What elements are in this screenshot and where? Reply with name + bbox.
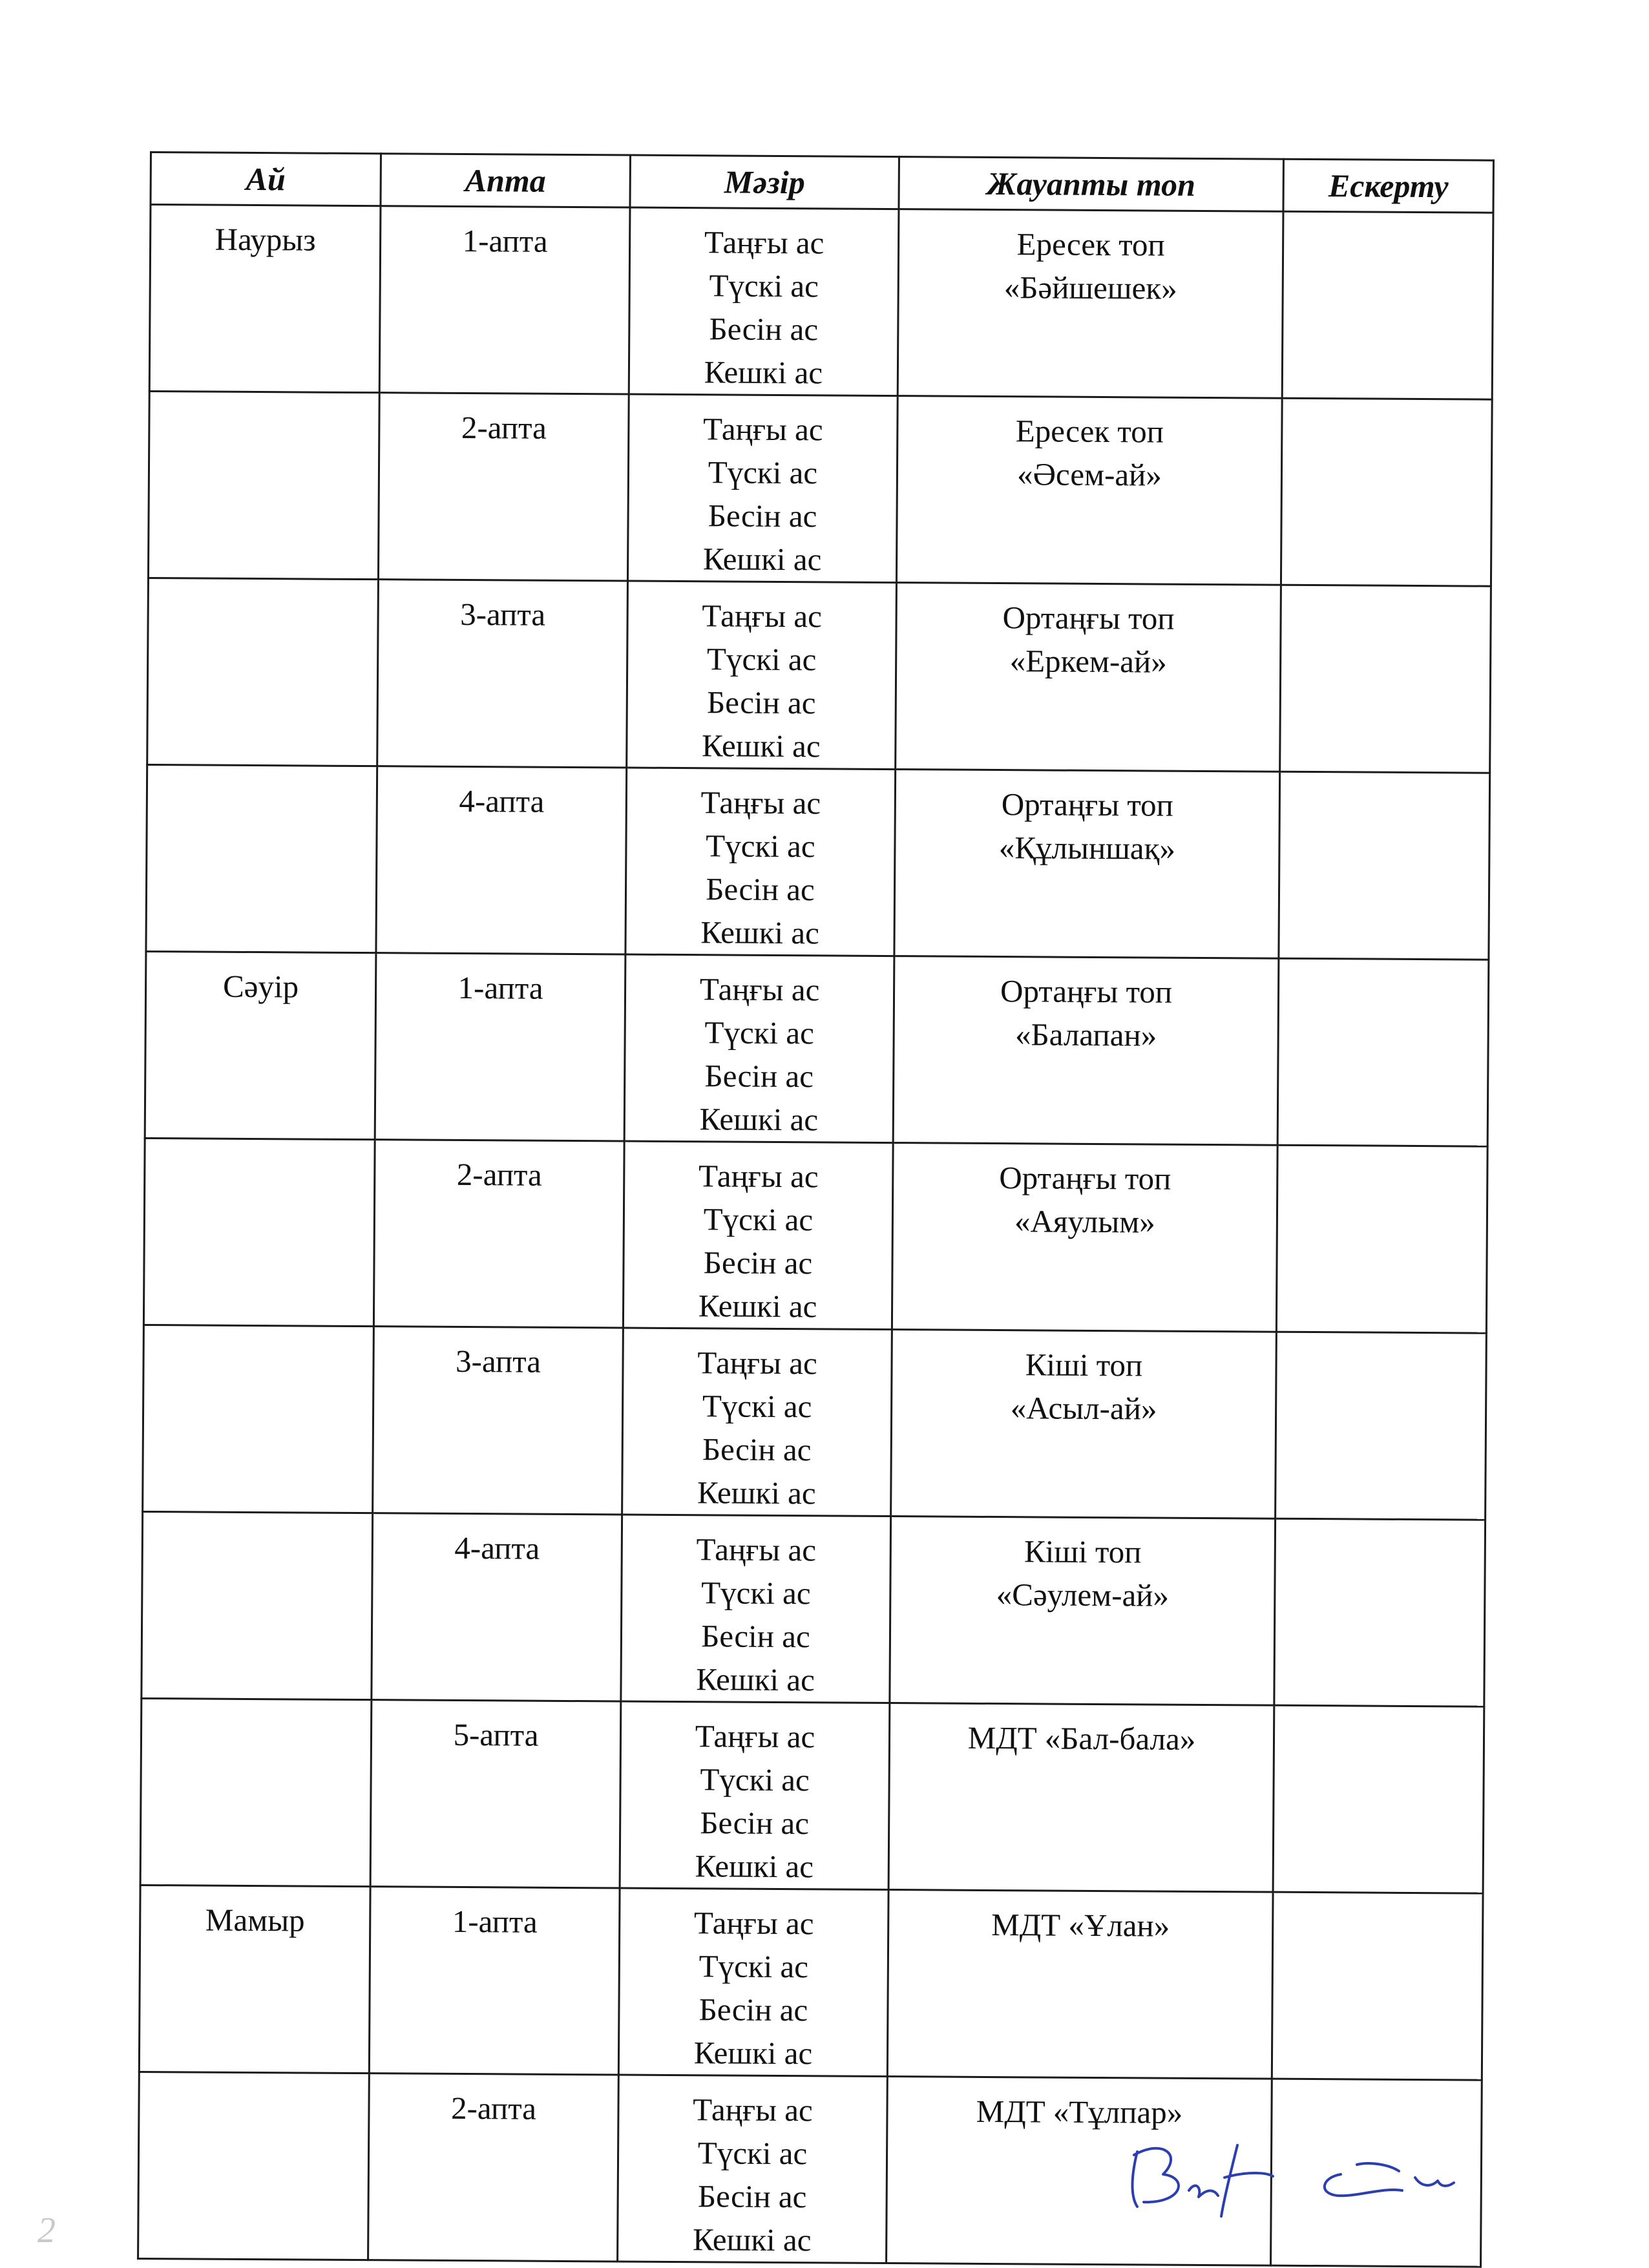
month-cell <box>147 578 379 766</box>
group-line: «Асыл-ай» <box>1010 1390 1157 1427</box>
group-line: «Құлыншақ» <box>998 830 1176 866</box>
group-line: Ересек топ <box>1015 413 1164 450</box>
meal-item: Кешкі ас <box>701 728 821 764</box>
signature-stroke <box>1357 2163 1454 2186</box>
note-cell <box>1280 585 1491 773</box>
signature <box>1111 2126 1473 2223</box>
meal-item: Кешкі ас <box>700 914 820 951</box>
group-line: МДТ «Тұлпар» <box>976 2093 1183 2130</box>
meal-item: Түскі ас <box>701 1575 811 1612</box>
table-row <box>143 1325 1487 1520</box>
meal-item: Бесін ас <box>704 1058 814 1095</box>
month-cell: Мамыр <box>139 1885 370 2073</box>
week-cell: 4-апта <box>376 766 627 954</box>
month-cell: Сәуір <box>145 951 376 1139</box>
note-cell <box>1276 1145 1487 1333</box>
menu-cell <box>620 1701 890 1890</box>
meal-item: Түскі ас <box>706 828 815 865</box>
meal-item: Түскі ас <box>703 1201 814 1238</box>
menu-cell <box>627 394 898 583</box>
menu-cell <box>622 1328 892 1517</box>
note-cell <box>1274 1518 1486 1706</box>
meal-item: Бесін ас <box>697 2178 807 2215</box>
note-cell <box>1279 772 1490 960</box>
responsible-group-cell <box>896 583 1281 772</box>
table-row <box>145 951 1489 1146</box>
table-body <box>138 205 1493 2267</box>
meal-item: Таңғы ас <box>693 1905 814 1942</box>
menu-cell <box>618 2075 888 2263</box>
week-cell: 1-апта <box>375 953 625 1141</box>
group-line: Ортаңғы топ <box>999 1160 1171 1197</box>
table-row <box>143 1138 1487 1333</box>
page-number: 2 <box>37 2210 56 2251</box>
group-line: Ортаңғы топ <box>1000 973 1173 1010</box>
menu-cell <box>625 768 896 956</box>
group-line: Кіші топ <box>1025 1347 1143 1383</box>
group-line: «Бәйшешек» <box>1003 269 1177 306</box>
meal-item: Түскі ас <box>702 1388 812 1425</box>
header-week: Апта <box>381 154 630 207</box>
meal-item: Бесін ас <box>702 1431 812 1468</box>
group-line: Ортаңғы топ <box>1002 600 1175 636</box>
responsible-group-cell <box>893 956 1279 1146</box>
meal-item: Таңғы ас <box>696 1531 817 1568</box>
month-cell <box>143 1138 375 1326</box>
group-line: «Аяулым» <box>1014 1203 1155 1240</box>
note-cell <box>1276 1332 1487 1520</box>
week-cell: 4-апта <box>372 1513 622 1701</box>
meal-item: Түскі ас <box>698 1948 809 1985</box>
meal-item: Таңғы ас <box>697 1345 817 1381</box>
menu-cell <box>624 954 894 1143</box>
meal-item: Таңғы ас <box>695 1718 815 1755</box>
note-cell <box>1277 958 1489 1146</box>
group-line: «Сәулем-ай» <box>996 1577 1170 1613</box>
meal-item: Кешкі ас <box>698 1288 817 1325</box>
menu-cell <box>623 1141 893 1330</box>
meal-item: Таңғы ас <box>693 2092 813 2128</box>
signature-stroke <box>1133 2148 1179 2207</box>
meal-item: Таңғы ас <box>700 784 821 821</box>
header-row <box>151 152 1493 213</box>
group-line: Ортаңғы топ <box>1001 786 1173 823</box>
meal-item: Кешкі ас <box>692 2221 812 2258</box>
responsible-group-cell <box>890 1517 1276 1706</box>
group-line: «Балапан» <box>1014 1016 1157 1053</box>
table-row <box>147 578 1491 773</box>
table-row <box>140 1698 1484 1893</box>
responsible-group-cell <box>888 1703 1274 1893</box>
meal-item: Кешкі ас <box>699 1101 819 1138</box>
group-line: «Әсем-ай» <box>1016 456 1162 493</box>
meal-item: Бесін ас <box>708 498 817 534</box>
meal-item: Бесін ас <box>709 311 819 348</box>
meal-item: Таңғы ас <box>702 411 823 448</box>
signature-stroke <box>1189 2186 1218 2197</box>
table-row <box>148 392 1492 587</box>
meal-item: Түскі ас <box>706 641 817 678</box>
week-cell: 2-апта <box>378 393 629 581</box>
table-header <box>151 152 1493 213</box>
signature-stroke <box>1325 2174 1402 2196</box>
responsible-group-cell <box>887 1890 1273 2079</box>
table-row <box>142 1511 1486 1706</box>
meal-item: Кешкі ас <box>693 2035 813 2072</box>
week-cell: 1-апта <box>379 206 630 394</box>
meal-schedule-table <box>137 151 1495 2268</box>
group-line: Ересек топ <box>1016 226 1165 263</box>
group-line: «Еркем-ай» <box>1009 643 1167 680</box>
meal-item: Түскі ас <box>697 2135 808 2172</box>
note-cell <box>1282 211 1493 399</box>
month-cell <box>148 392 379 580</box>
group-line: МДТ «Бал-бала» <box>967 1719 1196 1757</box>
header-note: Ескерту <box>1283 159 1493 213</box>
meal-item: Бесін ас <box>706 871 815 908</box>
group-line: Кіші топ <box>1024 1533 1142 1570</box>
note-cell <box>1272 1892 1483 2080</box>
meal-item: Түскі ас <box>709 268 819 304</box>
meal-item: Түскі ас <box>708 454 818 491</box>
meal-item: Бесін ас <box>703 1244 813 1281</box>
month-cell <box>142 1511 373 1699</box>
meal-item: Бесін ас <box>700 1805 810 1842</box>
meal-item: Кешкі ас <box>695 1848 814 1885</box>
week-cell: 2-апта <box>368 2074 619 2262</box>
meal-item: Түскі ас <box>704 1014 815 1051</box>
responsible-group-cell <box>896 396 1282 585</box>
meal-item: Кешкі ас <box>697 1475 816 1511</box>
signature-stroke <box>1221 2145 1273 2216</box>
group-line: МДТ «Ұлан» <box>991 1907 1170 1944</box>
menu-cell <box>621 1515 891 1703</box>
note-cell <box>1281 398 1492 586</box>
meal-item: Таңғы ас <box>698 1158 819 1195</box>
meal-item: Таңғы ас <box>704 224 824 261</box>
week-cell: 3-апта <box>373 1327 624 1515</box>
menu-cell <box>627 581 897 770</box>
month-cell: Наурыз <box>149 205 381 393</box>
meal-item: Кешкі ас <box>704 354 823 391</box>
table-row <box>146 764 1490 960</box>
responsible-group-cell <box>898 209 1283 399</box>
week-cell: 2-апта <box>373 1140 624 1328</box>
month-cell <box>140 1698 372 1886</box>
note-cell <box>1273 1705 1484 1893</box>
week-cell: 3-апта <box>377 580 628 768</box>
header-month: Ай <box>151 152 381 206</box>
meal-item: Таңғы ас <box>702 598 823 635</box>
header-menu: Мәзір <box>630 155 899 209</box>
table-row <box>139 1885 1483 2080</box>
week-cell: 1-апта <box>369 1887 620 2075</box>
responsible-group-cell <box>891 1330 1277 1519</box>
meal-item: Кешкі ас <box>702 541 822 578</box>
menu-cell <box>629 207 899 396</box>
month-cell <box>146 764 377 952</box>
meal-item: Бесін ас <box>701 1618 810 1655</box>
month-cell <box>143 1325 374 1513</box>
header-responsible-group: Жауапты топ <box>899 157 1283 212</box>
meal-item: Бесін ас <box>698 1991 808 2028</box>
meal-item: Таңғы ас <box>699 971 820 1008</box>
meal-item: Түскі ас <box>700 1761 810 1798</box>
week-cell: 5-апта <box>370 1700 621 1888</box>
responsible-group-cell <box>892 1143 1277 1332</box>
month-cell <box>138 2072 370 2260</box>
responsible-group-cell <box>894 770 1280 959</box>
meal-item: Бесін ас <box>706 684 816 721</box>
table-row <box>149 205 1493 400</box>
menu-cell <box>618 1888 888 2077</box>
meal-item: Кешкі ас <box>696 1661 815 1698</box>
